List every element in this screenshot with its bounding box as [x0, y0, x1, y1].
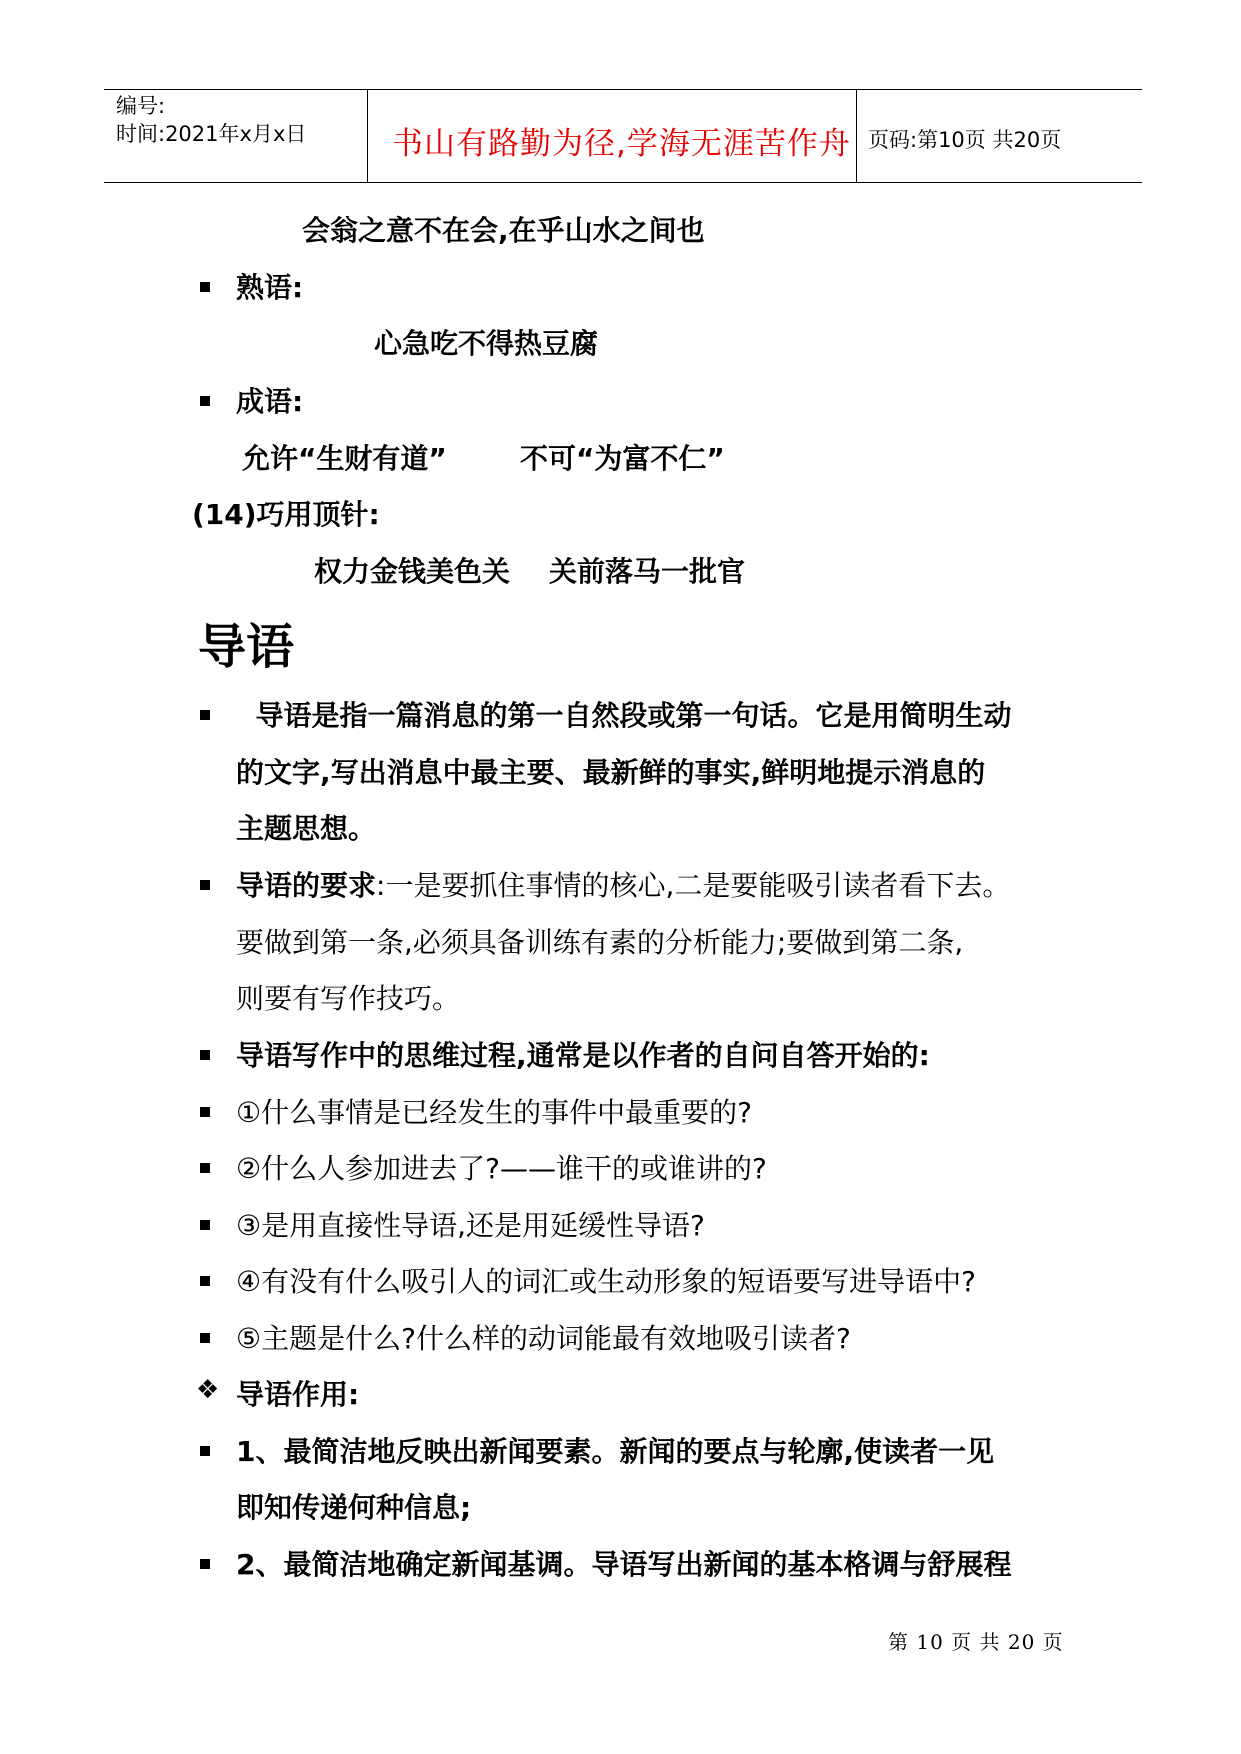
header-divider-right — [856, 90, 857, 183]
diamond-bullet-icon: ❖ — [196, 1375, 220, 1405]
chengyu-text-2: 不可“为富不仁” — [520, 442, 725, 475]
header-bottom-rule — [104, 182, 1142, 183]
bullet-icon — [200, 1333, 210, 1343]
question-1: ①什么事情是已经发生的事件中最重要的? — [236, 1096, 752, 1129]
definition-line-1: 导语是指一篇消息的第一自然段或第一句话。它是用简明生动 — [236, 699, 1012, 732]
requirement-paragraph — [236, 857, 1010, 914]
chengyu-label: 成语: — [236, 385, 304, 418]
header-date: 时间:2021年x月x日 — [116, 122, 307, 146]
idiom-label: 熟语: — [236, 271, 304, 304]
bullet-icon — [200, 1107, 210, 1117]
requirement-line-1: :一是要抓住事情的核心,二是要能吸引读者看下去。 — [376, 869, 1011, 902]
section-heading: 导语 — [198, 619, 295, 675]
bullet-icon — [200, 396, 210, 406]
bullet-icon — [200, 1276, 210, 1286]
bullet-icon — [200, 880, 210, 890]
idiom-text: 心急吃不得热豆腐 — [374, 327, 599, 360]
header-page-info: 页码:第10页 共20页 — [868, 128, 1062, 152]
skill-label: (14)巧用顶针: — [192, 498, 380, 531]
thinking-process: 导语写作中的思维过程,通常是以作者的自问自答开始的: — [236, 1039, 930, 1072]
skill-text: 权力金钱美色关 关前落马一批官 — [314, 555, 745, 588]
question-2: ②什么人参加进去了?——谁干的或谁讲的? — [236, 1152, 767, 1185]
header-motto: 书山有路勤为径,学海无涯苦作舟 — [392, 126, 851, 162]
bullet-icon — [200, 1559, 210, 1569]
bullet-icon — [200, 1446, 210, 1456]
question-3: ③是用直接性导语,还是用延缓性导语? — [236, 1209, 705, 1242]
function-1-line-1: 1、最简洁地反映出新闻要素。新闻的要点与轮廓,使读者一见 — [236, 1435, 995, 1468]
definition-line-3: 主题思想。 — [236, 812, 377, 845]
page-footer: 第 10 页 共 20 页 — [888, 1630, 1064, 1654]
requirement-line-2: 要做到第一条,必须具备训练有素的分析能力;要做到第二条, — [236, 926, 964, 959]
requirement-label: 导语的要求 — [236, 869, 377, 902]
function-label: 导语作用: — [236, 1378, 360, 1411]
question-5: ⑤主题是什么?什么样的动词能最有效地吸引读者? — [236, 1322, 851, 1355]
header-top-rule — [104, 89, 1142, 90]
quote-line: 会翁之意不在会,在乎山水之间也 — [302, 214, 705, 247]
bullet-icon — [200, 1050, 210, 1060]
bullet-icon — [200, 710, 210, 720]
requirement-line-3: 则要有写作技巧。 — [236, 982, 461, 1015]
bullet-icon — [200, 1163, 210, 1173]
definition-line-2: 的文字,写出消息中最主要、最新鲜的事实,鲜明地提示消息的 — [236, 756, 986, 789]
function-2-line-1: 2、最简洁地确定新闻基调。导语写出新闻的基本格调与舒展程 — [236, 1548, 1012, 1581]
bullet-icon — [200, 282, 210, 292]
bullet-icon — [200, 1220, 210, 1230]
function-1-line-2: 即知传递何种信息; — [236, 1491, 472, 1524]
header-serial: 编号: — [116, 94, 166, 118]
question-4: ④有没有什么吸引人的词汇或生动形象的短语要写进导语中? — [236, 1265, 976, 1298]
chengyu-text-1: 允许“生财有道” — [242, 442, 447, 475]
header-divider-left — [367, 90, 368, 183]
